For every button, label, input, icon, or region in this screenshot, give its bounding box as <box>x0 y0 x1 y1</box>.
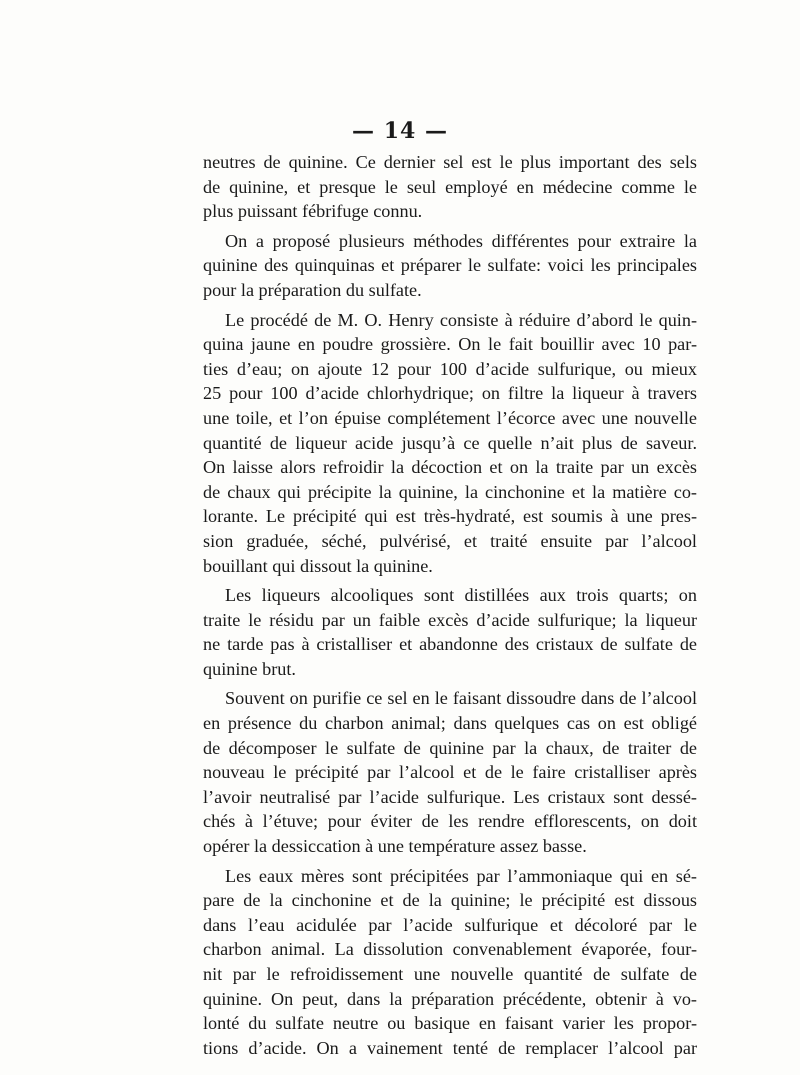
paragraph <box>203 229 697 303</box>
paragraph <box>203 583 697 681</box>
text-line: 25 pour 100 d’acide chlorhydrique; on filtre la liqueur à travers <box>203 383 697 404</box>
text-line: sion graduée, séché, pulvérisé, et traité ensuite par l’alcool <box>203 530 697 551</box>
text-line: lonté du sulfate neutre ou basique en faisant varier les propor- <box>203 1013 697 1034</box>
text-line: une toile, et l’on épuise complétement l’écorce avec une nouvelle <box>203 407 697 428</box>
paragraph <box>203 864 697 1061</box>
paragraph <box>203 150 697 224</box>
text-line: l’avoir neutralisé par l’acide sulfurique. Les cristaux sont dessé- <box>203 786 697 807</box>
text-line: de chaux qui précipite la quinine, la cinchonine et la matière co- <box>203 481 697 502</box>
text-line: Les liqueurs alcooliques sont distillées aux trois quarts; on <box>225 585 697 606</box>
text-line: opérer la dessiccation à une température assez basse. <box>203 836 587 857</box>
text-line: On a proposé plusieurs méthodes différentes pour extraire la <box>225 230 697 251</box>
paragraph <box>203 308 697 579</box>
text-line: Les eaux mères sont précipitées par l’ammoniaque qui en sé- <box>225 865 697 886</box>
text-line: ne tarde pas à cristalliser et abandonne des cristaux de sulfate de <box>203 634 697 655</box>
text-line: tions d’acide. On a vainement tenté de remplacer l’alcool par <box>203 1037 697 1058</box>
text-line: traite le résidu par un faible excès d’acide sulfurique; la liqueur <box>203 609 697 630</box>
text-line: lorante. Le précipité qui est très-hydraté, est soumis à une pres- <box>203 506 697 527</box>
text-line: neutres de quinine. Ce dernier sel est le plus important des sels <box>203 152 697 172</box>
text-line: quinine. On peut, dans la préparation précédente, obtenir à vo- <box>203 988 697 1009</box>
text-line: Souvent on purifie ce sel en le faisant dissoudre dans de l’alcool <box>225 688 697 709</box>
text-line: On laisse alors refroidir la décoction et on la traite par un excès <box>203 457 697 478</box>
text-line: en présence du charbon animal; dans quelques cas on est obligé <box>203 713 697 734</box>
text-line: dans l’eau acidulée par l’acide sulfurique et décoloré par le <box>203 914 697 935</box>
text-line: quinine des quinquinas et préparer le sulfate: voici les principales <box>203 255 697 276</box>
text-line: plus puissant fébrifuge connu. <box>203 201 423 222</box>
text-line: quina jaune en poudre grossière. On le fait bouillir avec 10 par- <box>203 334 697 355</box>
text-line: pour la préparation du sulfate. <box>203 279 422 300</box>
text-line: Le procédé de M. O. Henry consiste à réduire d’abord le quin- <box>225 309 697 330</box>
body-text <box>203 150 697 1065</box>
text-line: nit par le refroidissement une nouvelle quantité de sulfate de <box>203 964 697 984</box>
text-line: de quinine, et presque le seul employé en médecine comme le <box>203 176 697 197</box>
text-line: de décomposer le sulfate de quinine par la chaux, de traiter de <box>203 737 697 758</box>
text-line: bouillant qui dissout la quinine. <box>203 555 433 576</box>
text-line: ties d’eau; on ajoute 12 pour 100 d’acide sulfurique, ou mieux <box>203 358 697 379</box>
text-line: quantité de liqueur acide jusqu’à ce quelle n’ait plus de saveur. <box>203 432 697 453</box>
text-line: quinine brut. <box>203 658 296 679</box>
text-line: charbon animal. La dissolution convenablement évaporée, four- <box>203 939 697 960</box>
text-line: pare de la cinchonine et de la quinine; le précipité est dissous <box>203 890 697 911</box>
page-number: — 14 — <box>352 118 448 144</box>
paragraph <box>203 686 697 858</box>
text-line: chés à l’étuve; pour éviter de les rendre efflorescents, on doit <box>203 811 697 832</box>
text-line: nouveau le précipité par l’alcool et de le faire cristalliser après <box>203 762 697 783</box>
